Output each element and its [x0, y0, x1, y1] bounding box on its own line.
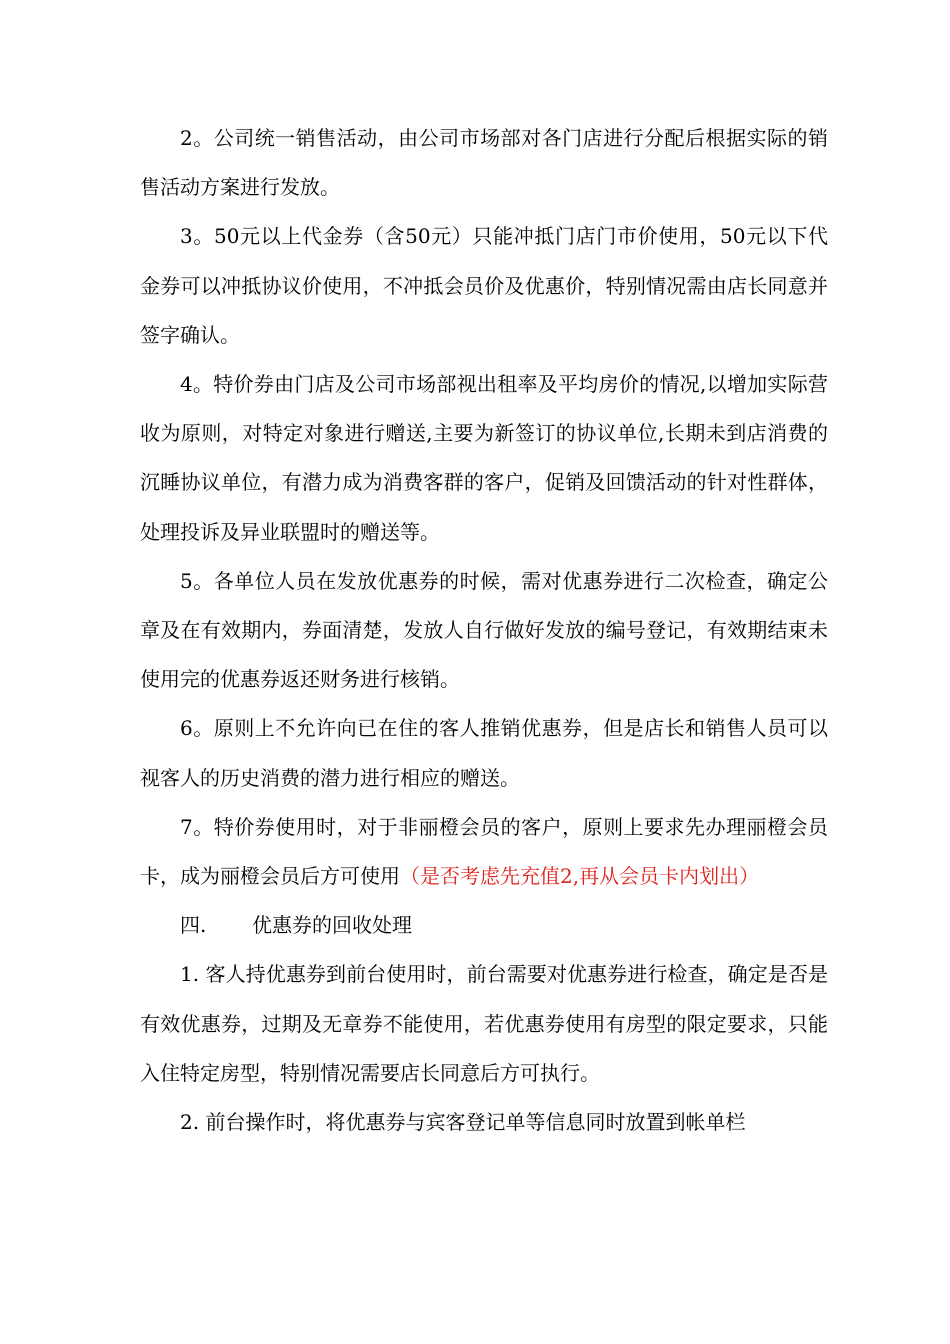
section-4-number: 四. [180, 913, 207, 938]
paragraph-7 [140, 803, 828, 901]
section-4-title: 优惠券的回收处理 [252, 913, 412, 938]
paragraph-4: 4。特价券由门店及公司市场部视出租率及平均房价的情况,以增加实际营收为原则，对特定对象进行赠送,主要为新签订的协议单位,长期未到店消费的沉睡协议单位，有潜力成为消费客群的客户，促销及回馈活动的针对性群体，处理投诉及异业联盟时的赠送等。 [140, 372, 828, 544]
paragraph-5: 5。各单位人员在发放优惠券的时候，需对优惠券进行二次检查，确定公章及在有效期内，券面清楚，发放人自行做好发放的编号登记，有效期结束未使用完的优惠券返还财务进行核销。 [140, 568, 828, 692]
section-4-heading [140, 901, 828, 950]
paragraph-7-text: 7。特价券使用时，对于非丽橙会员的客户，原则上要求先办理丽橙会员卡，成为丽橙会员后方可使用 [140, 814, 828, 889]
section-4-item-2: 2. 前台操作时，将优惠券与宾客登记单等信息同时放置到帐单栏 [180, 1110, 746, 1135]
paragraph-7-note: （是否考虑先充值2,再从会员卡内划出） [400, 864, 760, 889]
paragraph-6: 6。原则上不允许向已在住的客人推销优惠券，但是店长和销售人员可以视客人的历史消费的潜力进行相应的赠送。 [140, 716, 828, 790]
paragraph-3: 3。50元以上代金券（含50元）只能冲抵门店门市价使用，50元以下代金券可以冲抵协议价使用，不冲抵会员价及优惠价，特别情况需由店长同意并签字确认。 [140, 224, 828, 347]
paragraph-2: 2。公司统一销售活动，由公司市场部对各门店进行分配后根据实际的销售活动方案进行发放。 [140, 126, 828, 200]
document-body [140, 114, 828, 1147]
section-4-item-1: 1. 客人持优惠券到前台使用时，前台需要对优惠券进行检查，确定是否是有效优惠券，过期及无章券不能使用，若优惠券使用有房型的限定要求，只能入住特定房型，特别情况需要店长同意后方可执行。 [140, 962, 828, 1085]
